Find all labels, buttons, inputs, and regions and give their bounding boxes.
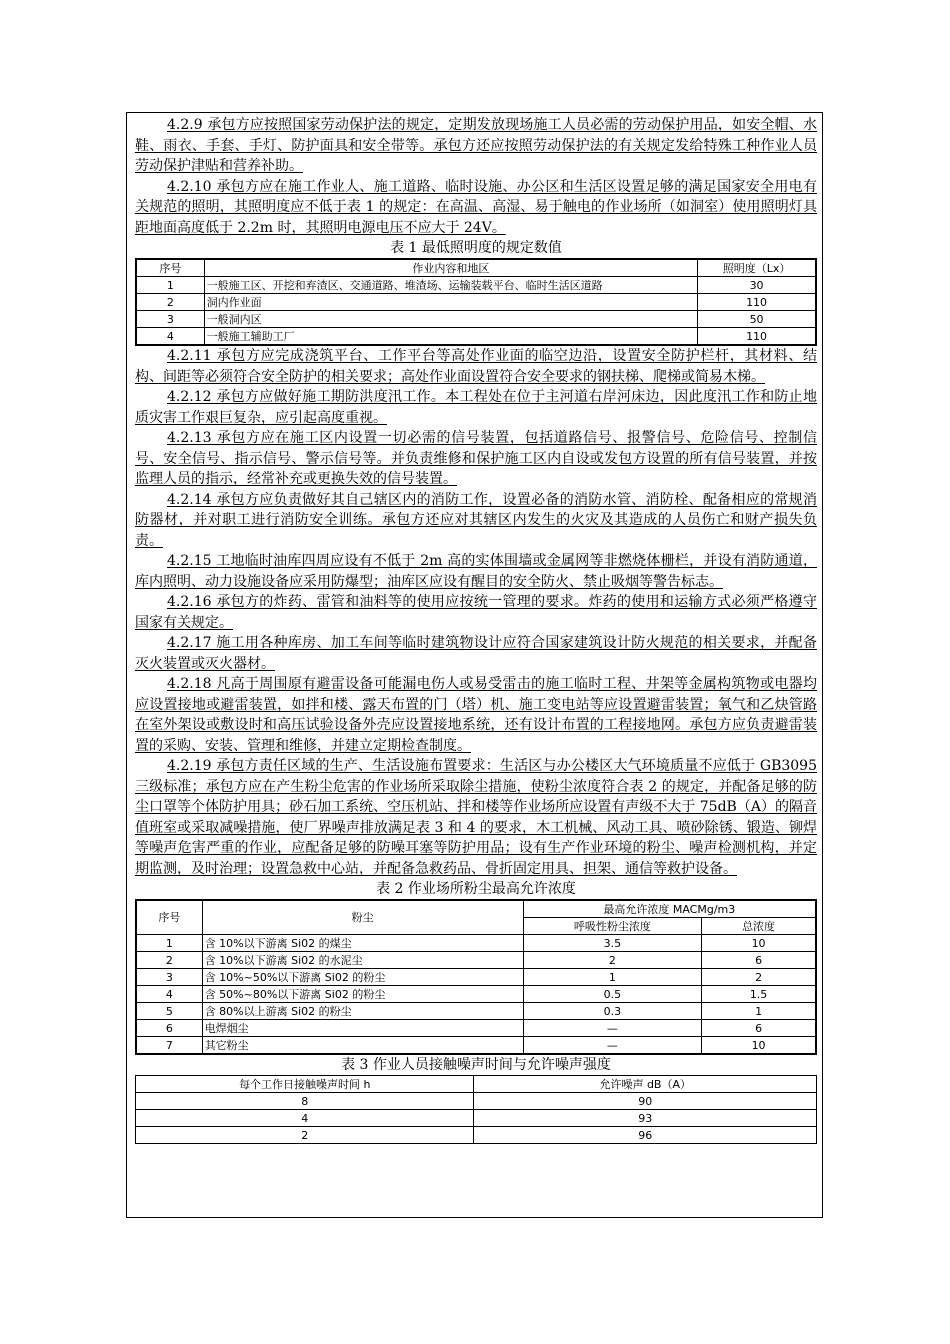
table1-cell: 30 — [698, 277, 816, 294]
table2-header-no: 序号 — [136, 900, 202, 935]
table2-caption: 表 2 作业场所粉尘最高允许浓度 — [376, 881, 576, 897]
table2-cell: 6 — [136, 1020, 202, 1037]
table2-cell: 电焊烟尘 — [202, 1020, 523, 1037]
paragraph-group-a — [135, 115, 817, 238]
table1-cell: 3 — [136, 311, 204, 328]
paragraph-4-2-11: 4.2.11 承包方应完成浇筑平台、工作平台等高处作业面的临空边沿，设置安全防护栏杆，其材料、结构、间距等必须符合安全防护的相关要求；高处作业面设置符合安全要求的钢扶梯、爬梯或简易木梯。 — [135, 348, 817, 385]
table3-header-row — [136, 1076, 817, 1093]
table-row — [136, 1037, 816, 1055]
table1-cell: 一般洞内区 — [204, 311, 697, 328]
table3-cell: 93 — [474, 1110, 817, 1127]
paragraph-4-2-15: 4.2.15 工地临时油库四周应设有不低于 2m 高的实体围墙或金属网等非燃烧体栅栏，并设有消防通道，库内照明、动力设施设备应采用防爆型；油库区应设有醒目的安全防火、禁止吸烟等警告标志。 — [135, 553, 817, 590]
table2-cell: 10 — [702, 1037, 816, 1055]
table2-cell: 5 — [136, 1003, 202, 1020]
table1-cell: 2 — [136, 294, 204, 311]
paragraph-4-2-18: 4.2.18 凡高于周围原有避雷设备可能漏电伤人或易受雷击的施工临时工程、井架等金属构筑物或电器均应设置接地或避雷装置，如拌和楼、露天布置的门（塔）机、施工变电站等应设置避雷装置；氧气和乙炔管路在室外架设或敷设时和高压试验设备外壳应设置接地系统，还有设计布置的工程接地网。承包方应负责避雷装置的采购、安装、管理和维修，并建立定期检查制度。 — [135, 676, 817, 754]
table1-cell: 4 — [136, 328, 204, 346]
table2-cell: 含 10%以下游离 Si02 的水泥尘 — [202, 952, 523, 969]
table1-header-no: 序号 — [136, 259, 204, 277]
table-row — [136, 986, 816, 1003]
table3-cell: 8 — [136, 1093, 474, 1110]
table1-header-content: 作业内容和地区 — [204, 259, 697, 277]
table2-cell: 0.3 — [523, 1003, 702, 1020]
table2-cell: 10 — [702, 935, 816, 952]
table3-cell: 90 — [474, 1093, 817, 1110]
paragraph-4-2-9: 4.2.9 承包方应按照国家劳动保护法的规定，定期发放现场施工人员必需的劳动保护用品，如安全帽、水鞋、雨衣、手套、手灯、防护面具和安全带等。承包方还应按照劳动保护法的有关规定发给特殊工种作业人员劳动保护津贴和营养补助。 — [135, 117, 817, 174]
paragraph-4-2-13: 4.2.13 承包方应在施工区内设置一切必需的信号装置，包括道路信号、报警信号、危险信号、控制信号、安全信号、指示信号、警示信号等。并负责维修和保护施工区内自设或发包方设置的所有信号装置，并按监理人员的指示，经常补充或更换失效的信号装置。 — [135, 430, 817, 487]
table2-cell: 含 10%以下游离 Si02 的煤尘 — [202, 935, 523, 952]
table2-cell: 3 — [136, 969, 202, 986]
table2-header-dust: 粉尘 — [202, 900, 523, 935]
table1-cell: 110 — [698, 294, 816, 311]
table3-caption: 表 3 作业人员接触噪声时间与允许噪声强度 — [341, 1057, 611, 1073]
table-row — [136, 1003, 816, 1020]
table2-cell: — — [523, 1037, 702, 1055]
table2 — [135, 899, 817, 1055]
table2-cell: 2 — [523, 952, 702, 969]
table2-header-total: 总浓度 — [702, 918, 816, 935]
paragraph-4-2-16: 4.2.16 承包方的炸药、雷管和油料等的使用应按统一管理的要求。炸药的使用和运输方式必须严格遵守国家有关规定。 — [135, 594, 817, 631]
table1-cell: 1 — [136, 277, 204, 294]
table2-cell: 0.5 — [523, 986, 702, 1003]
table1-cell: 一般施工辅助工厂 — [204, 328, 697, 346]
table2-cell: — — [523, 1020, 702, 1037]
table-row — [136, 1020, 816, 1037]
table-row — [136, 935, 816, 952]
table2-cell: 含 80%以上游离 Si02 的粉尘 — [202, 1003, 523, 1020]
table-row — [136, 952, 816, 969]
table3 — [135, 1075, 817, 1144]
table-row — [136, 969, 816, 986]
table2-cell: 1 — [702, 1003, 816, 1020]
table-row — [136, 328, 816, 346]
paragraph-4-2-12: 4.2.12 承包方应做好施工期防洪度汛工作。本工程处在位于主河道右岸河床边，因此度汛工作和防止地质灾害工作艰巨复杂，应引起高度重视。 — [135, 389, 817, 426]
document-content — [135, 115, 817, 1144]
table3-cell: 2 — [136, 1127, 474, 1144]
table2-cell: 含 50%~80%以下游离 Si02 的粉尘 — [202, 986, 523, 1003]
table2-cell: 4 — [136, 986, 202, 1003]
table1-header-row — [136, 259, 816, 277]
table-row — [136, 1093, 817, 1110]
table2-cell: 6 — [702, 952, 816, 969]
paragraph-4-2-17: 4.2.17 施工用各种库房、加工车间等临时建筑物设计应符合国家建筑设计防火规范的相关要求，并配备灭火装置或灭火器材。 — [135, 635, 817, 672]
table3-cell: 4 — [136, 1110, 474, 1127]
table1 — [135, 258, 817, 346]
table2-cell: 2 — [136, 952, 202, 969]
table-row — [136, 294, 816, 311]
table-row — [136, 1110, 817, 1127]
table2-header-row — [136, 900, 816, 918]
table1-cell: 一般施工区、开挖和弃渣区、交通道路、堆渣场、运输装载平台、临时生活区道路 — [204, 277, 697, 294]
table1-cell: 110 — [698, 328, 816, 346]
table-row — [136, 311, 816, 328]
paragraph-4-2-19: 4.2.19 承包方责任区域的生产、生活设施布置要求：生活区与办公楼区大气环境质量不应低于 GB3095 三级标准；承包方应在产生粉尘危害的作业场所采取除尘措施，使粉尘浓度符合表 2 的规定，并配备足够的防尘口罩等个体防护用具；砂石加工系统、空压机站、拌和楼等作业场所应设置有声级不大于 75dB（A）的隔音值班室或采取减噪措施，使厂界噪声排放满足表 3 和 4 的要求，木工机械、风动工具、喷砂除锈、锻造、铆焊等噪声危害严重的作业，应配备足够的防噪耳塞等防护用品；设有生产作业环境的粉尘、噪声检测机构，并定期监测，及时治理；设置急救中心站，并配备急救药品、骨折固定用具、担架、通信等救护设备。 — [135, 758, 817, 877]
table3-cell: 96 — [474, 1127, 817, 1144]
table2-cell: 3.5 — [523, 935, 702, 952]
table2-header-resp: 呼吸性粉尘浓度 — [523, 918, 702, 935]
table2-cell: 其它粉尘 — [202, 1037, 523, 1055]
paragraph-4-2-14: 4.2.14 承包方应负责做好其自己辖区内的消防工作，设置必备的消防水管、消防栓、配备相应的常规消防器材，并对职工进行消防安全训练。承包方还应对其辖区内发生的火灾及其造成的人员伤亡和财产损失负责。 — [135, 491, 817, 549]
table2-cell: 1.5 — [702, 986, 816, 1003]
table1-cell: 洞内作业面 — [204, 294, 697, 311]
paragraph-4-2-10: 4.2.10 承包方应在施工作业人、施工道路、临时设施、办公区和生活区设置足够的满足国家安全用电有关规范的照明，其照明度应不低于表 1 的规定：在高温、高湿、易于触电的作业场所（如洞室）使用照明灯具距地面高度低于 2.2m 时，其照明电源电压不应大于 24V。 — [135, 178, 817, 236]
table3-header-time: 每个工作日接触噪声时间 h — [136, 1076, 474, 1093]
table2-header-max: 最高允许浓度 MACMg/m3 — [523, 900, 816, 918]
table1-caption: 表 1 最低照明度的规定数值 — [390, 240, 562, 256]
table2-cell: 1 — [523, 969, 702, 986]
table2-cell: 含 10%~50%以下游离 Si02 的粉尘 — [202, 969, 523, 986]
table2-cell: 6 — [702, 1020, 816, 1037]
table-row — [136, 277, 816, 294]
paragraph-group-b — [135, 346, 817, 879]
table-row — [136, 1127, 817, 1144]
table1-header-lux: 照明度（Lx） — [698, 259, 816, 277]
table2-cell: 2 — [702, 969, 816, 986]
table2-cell: 7 — [136, 1037, 202, 1055]
table1-cell: 50 — [698, 311, 816, 328]
table3-header-noise: 允许噪声 dB（A） — [474, 1076, 817, 1093]
table2-cell: 1 — [136, 935, 202, 952]
